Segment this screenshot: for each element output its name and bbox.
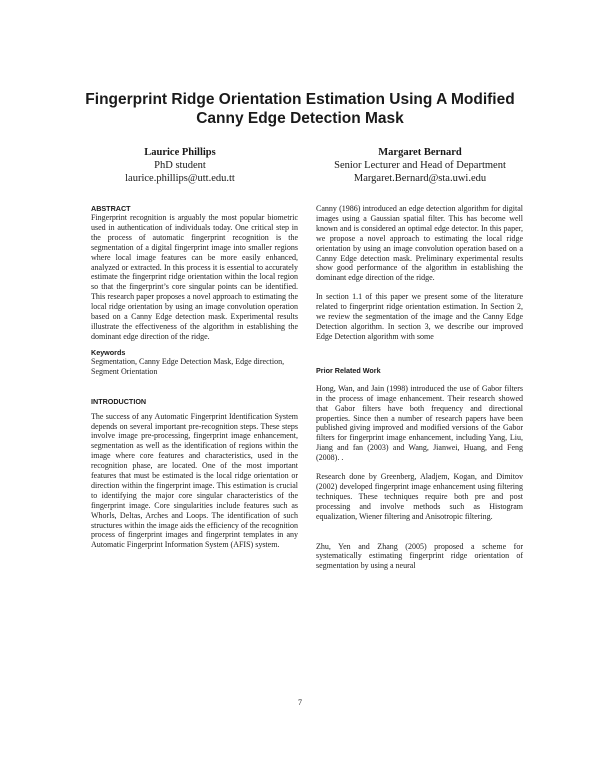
prior-work-paragraph-1: Hong, Wan, and Jain (1998) introduced the use of Gabor filters in the process of image enhancement. Their research showed that Gabor filters have both frequency and directional properties. Since then a number of research papers have been published giving improved and modified versions of the Gabor filters for fingerprint image enhancement, including Yang, Liu, Jiang and fan (2003) and Wang, Jianwei, Huang, and Feng (2008). .	[316, 383, 523, 463]
paper-title: Fingerprint Ridge Orientation Estimation Using A Modified Canny Edge Detection Mask	[85, 91, 515, 127]
keywords-heading: Keywords	[91, 347, 126, 357]
author-block-2	[300, 146, 540, 185]
author-email: Margaret.Bernard@sta.uwi.edu	[353, 173, 487, 184]
author-email: laurice.phillips@utt.edu.tt	[125, 173, 235, 184]
introduction-text: The success of any Automatic Fingerprint Identification System depends on several important pre-recognition steps. These steps involve image pre-processing, fingerprint image enhancement, segmentation as well as the identification of regions within the image where core features and characteristics, used in the recognition phase, are located. One of the most important features that must be estimated is the local ridge orientation or direction within the fingerprint image. This estimation is crucial to identifying the major core singular characteristics of the fingerprint image. Core singularities include features such as Whorls, Deltas, Arches and Loops. The identification of such structures within the image aids the efficiency of the recognition process of fingerprint images and fingerprint templates in any Automatic Fingerprint Information System (AFIS) system.	[91, 411, 298, 550]
prior-work-paragraph-3: Zhu, Yen and Zhang (2005) proposed a scheme for systematically estimating fingerprint ridge orientation of segmentation by using a neural	[316, 541, 523, 571]
prior-work-paragraph-2: Research done by Greenberg, Aladjem, Kogan, and Dimitov (2002) developed fingerprint image enhancement using filtering techniques. These techniques require both pre and post processing and involve methods such as Histogram equalization, Wiener filtering and Anisotropic filtering.	[316, 472, 523, 521]
author-name: Margaret Bernard	[378, 147, 462, 158]
intro-paragraph-canny: Canny (1986) introduced an edge detection algorithm for digital images using a Gaussian spatial filter. This has become well known and is considered an optimal edge detector. In this paper, we propose a novel approach to estimating the local ridge orientation by using an image convolution operation based on a Canny Edge detection mask. Preliminary experimental results show good performance of the algorithm in establishing the dominant edge direction of the ridge.	[316, 204, 523, 283]
right-column	[316, 204, 523, 571]
intro-paragraph-sections: In section 1.1 of this paper we present some of the literature related to fingerprint ridge orientation estimation. In Section 2, we review the segmentation of the image and the Canny Edge Detection algorithm. In section 3, we describe our improved Edge Detection algorithm with some	[316, 292, 523, 341]
author-block-1	[60, 146, 300, 185]
page-number: 7	[298, 698, 302, 707]
introduction-heading: INTRODUCTION	[91, 396, 147, 406]
author-role: Senior Lecturer and Head of Department	[334, 160, 506, 171]
prior-work-heading: Prior Related Work	[316, 365, 381, 375]
abstract-heading: ABSTRACT	[91, 204, 131, 213]
author-role: PhD student	[154, 160, 206, 171]
abstract-text: Fingerprint recognition is arguably the most popular biometric used in authentication of individuals today. One critical step in the process of automatic fingerprint recognition is the segmentation of a digital fingerprint image into smaller regions where local image features can be more easily enhanced, analyzed or extracted. In this process it is essential to accurately estimate the fingerprint ridge orientation within the local region so that the fingerprint’s core singular points can be identified. This research paper proposes a novel approach to estimating the local ridge orientation by using an image convolution operation based on a Canny Edge detection mask. Experimental results illustrate the effectiveness of the algorithm in establishing the dominant edge direction of the ridge.	[91, 213, 298, 341]
keywords-text: Segmentation, Canny Edge Detection Mask, Edge direction, Segment Orientation	[91, 356, 285, 376]
author-name: Laurice Phillips	[144, 147, 216, 158]
left-column	[91, 204, 298, 550]
